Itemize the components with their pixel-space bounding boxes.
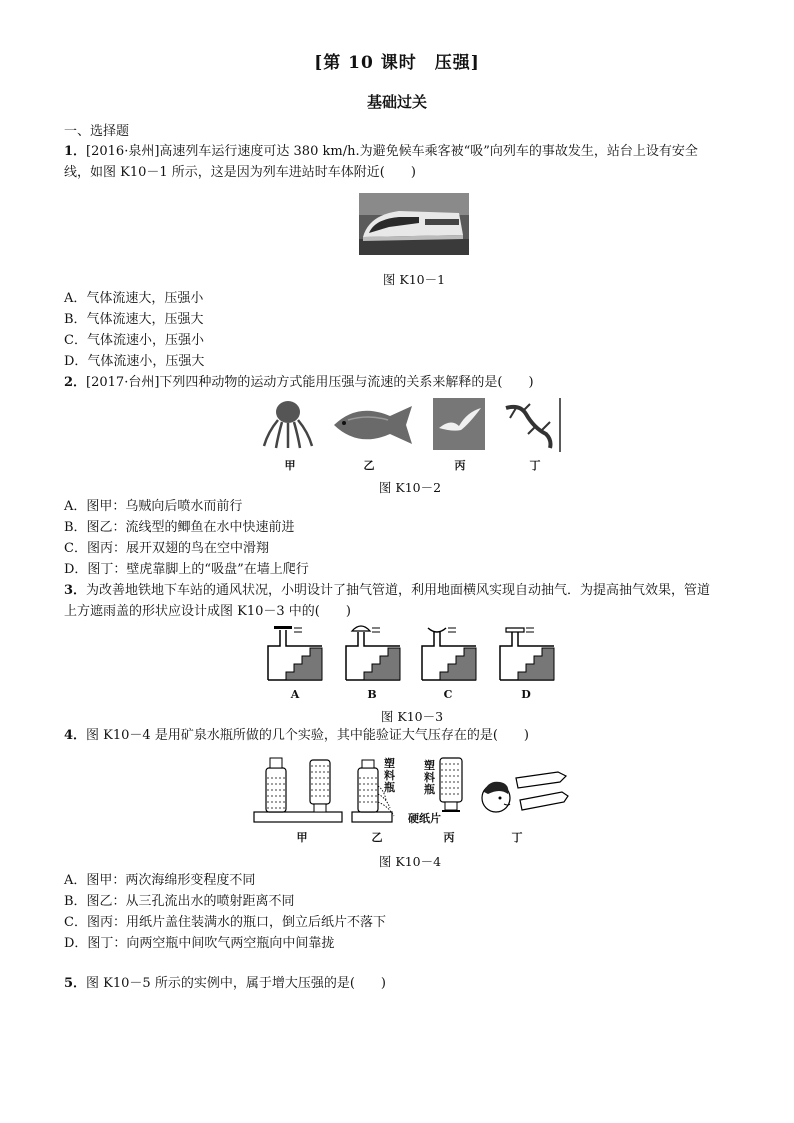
fig-k10-3-label-c: C [443,688,453,701]
fig-k10-2-caption: 图 K10－2 [378,480,442,495]
fig-k10-3-caption: 图 K10－3 [380,709,444,724]
q2-number: 2． [64,375,87,390]
gecko-image [500,398,562,452]
section-heading: 基础过关 [366,93,427,111]
fig-k10-3-label-d: D [521,688,531,701]
q1-option-b: B．气体流速大，压强大 [64,312,204,327]
fig-k10-4-label-bing: 丙 [443,831,455,844]
fig-k10-3-label-b: B [367,688,377,701]
fig-k10-2-label-jia: 甲 [284,459,296,472]
duct-diagram-c [420,624,478,682]
q4-number: 4． [64,728,87,743]
q4-text-1: 图 K10－4 是用矿泉水瓶所做的几个实验，其中能验证大气压存在的是( ) [86,728,529,743]
q3-text-2: 上方遮雨盖的形状应设计成图 K10－3 中的( ) [64,604,351,619]
q4-option-c: C．图丙：用纸片盖住装满水的瓶口，倒立后纸片不落下 [64,915,386,930]
q3-number: 3． [64,583,87,598]
fig-k10-3-label-a: A [290,688,300,701]
card-text: 硬纸片 [408,812,441,825]
q4-option-d: D．图丁：向两空瓶中间吹气两空瓶向中间靠拢 [64,936,335,951]
q1-text-2: 线，如图 K10－1 所示，这是因为列车进站时车体附近( ) [64,165,416,180]
q1-text-1: [2016·泉州]高速列车运行速度可达 380 km/h.为避免候车乘客被“吸”向列车的事故发生，站台上设有安全 [86,144,698,159]
squid-image [258,398,318,450]
fig-k10-2-label-yi: 乙 [363,459,375,472]
q2-line1 [64,373,534,393]
duct-diagram-b [344,624,402,682]
q2-option-b: B．图乙：流线型的鲫鱼在水中快速前进 [64,520,295,535]
q4-option-a: A．图甲：两次海绵形变程度不同 [64,873,256,888]
q1-option-c: C．气体流速小，压强小 [64,333,204,348]
duct-diagram-a [266,624,324,682]
q5-line1 [64,974,386,994]
fig-k10-2-label-bing: 丙 [454,459,466,472]
q1-number: 1． [64,144,87,159]
fig-k10-4-label-jia: 甲 [296,831,308,844]
q2-option-a: A．图甲：乌贼向后喷水而前行 [64,499,243,514]
bottle-sponge-experiment [254,756,344,826]
duct-diagram-d [498,624,556,682]
fig-k10-4-label-yi: 乙 [371,831,383,844]
bird-image [433,398,485,450]
bottle-text-1: 塑料瓶 [384,757,395,794]
q3-text-1: 为改善地铁地下车站的通风状况，小明设计了抽气管道，利用地面横风实现自动抽气．为提高抽气效果，管道 [86,583,711,598]
q1-line1 [64,142,698,162]
fig-k10-4-caption: 图 K10－4 [378,854,442,869]
question-type-heading: 一、选择题 [64,124,130,139]
bottle-text-2: 塑料瓶 [424,759,435,796]
fig-k10-2-label-ding: 丁 [529,459,541,472]
q2-option-d: D．图丁：壁虎靠脚上的“吸盘”在墙上爬行 [64,562,309,577]
q4-option-b: B．图乙：从三孔流出水的喷射距离不同 [64,894,295,909]
q2-option-c: C．图丙：展开双翅的鸟在空中滑翔 [64,541,269,556]
q5-number: 5． [64,976,87,991]
q1-option-d: D．气体流速小，压强大 [64,354,205,369]
q3-line1 [64,581,710,601]
fig-k10-4-label-ding: 丁 [511,831,523,844]
q1-option-a: A．气体流速大，压强小 [64,291,204,306]
train-photo [359,193,469,255]
blowing-between-bottles-experiment [478,770,570,822]
q4-line1 [64,726,529,746]
fig-k10-1-caption: 图 K10－1 [382,272,446,287]
fish-image [328,402,416,448]
page-title: [第 10 课时 压强] [314,53,480,73]
q5-text-1: 图 K10－5 所示的实例中，属于增大压强的是( ) [86,976,386,991]
bottle-three-holes-experiment [350,756,410,826]
q2-text-1: [2017·台州]下列四种动物的运动方式能用压强与流速的关系来解释的是( ) [86,375,534,390]
